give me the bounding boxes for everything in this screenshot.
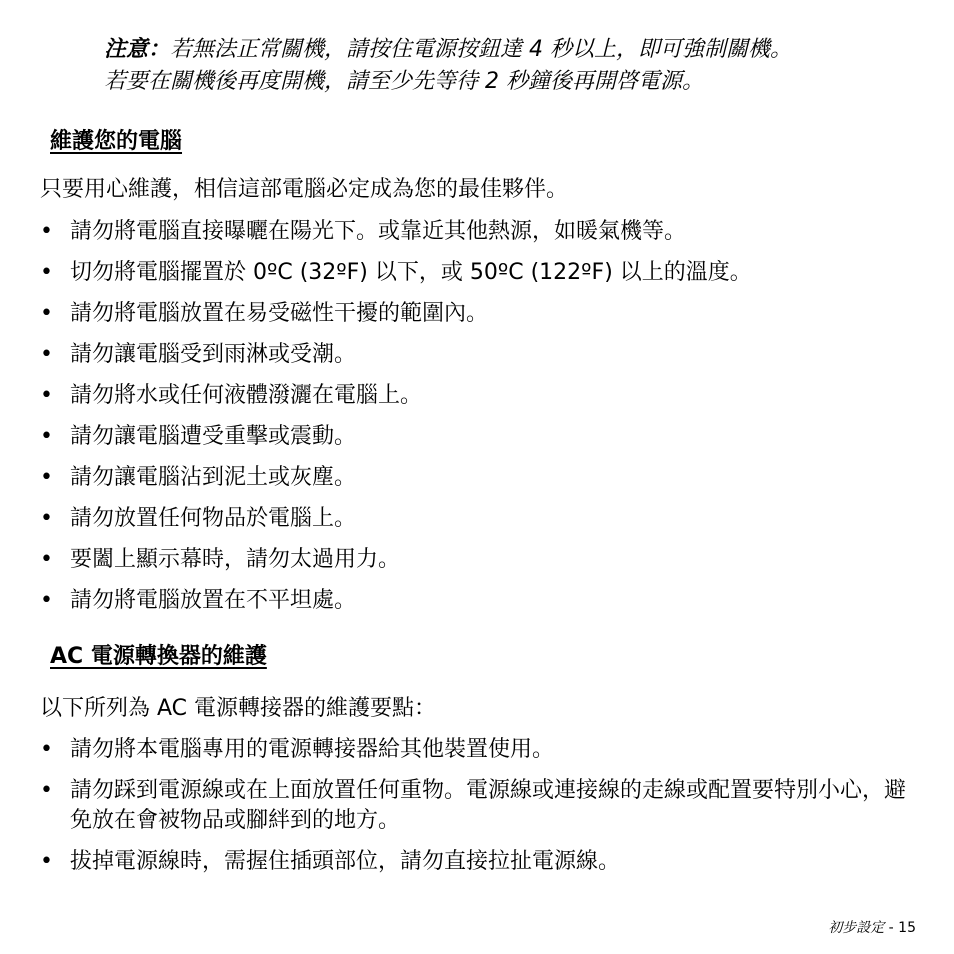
list-item-text: 請勿讓電腦遭受重擊或震動。 [70, 424, 357, 449]
list-item-text: 請勿將本電腦專用的電源轉接器給其他裝置使用。 [70, 737, 555, 762]
page-footer [828, 918, 916, 938]
list-item-text: 請勿放置任何物品於電腦上。 [70, 506, 357, 531]
note-block [104, 34, 934, 98]
list-item-text: 請勿將電腦放置在易受磁性干擾的範圍內。 [70, 301, 489, 326]
list-item [0, 776, 954, 836]
note-label: 注意： [104, 37, 171, 62]
page-number: 15 [898, 920, 916, 936]
bullet-icon: • [40, 588, 53, 613]
note-line-2: 若要在關機後再度開機，請至少先等待 2 秒鐘後再開啓電源。 [104, 69, 704, 94]
footer-separator: - [884, 920, 899, 936]
list-item [0, 545, 954, 575]
bullet-icon: • [40, 301, 53, 326]
list-item [0, 735, 954, 765]
bullet-icon: • [40, 424, 53, 449]
note-line-1 [104, 34, 934, 66]
list-item-text: 請勿讓電腦沾到泥土或灰塵。 [70, 465, 357, 490]
list-item-text: 切勿將電腦擺置於 0ºC (32ºF) 以下，或 50ºC (122ºF) 以上的溫度。 [70, 260, 752, 285]
list-item [0, 258, 954, 288]
section-heading-ac-adapter-care: AC 電源轉換器的維護 [50, 644, 267, 669]
bullet-icon: • [40, 219, 53, 244]
bullet-icon: • [40, 547, 53, 572]
section-heading-computer-care: 維護您的電腦 [50, 129, 183, 154]
bullet-icon: • [40, 342, 53, 367]
list-item-text: 拔掉電源線時，需握住插頭部位，請勿直接拉扯電源線。 [70, 849, 621, 874]
list-item [0, 217, 954, 247]
footer-title: 初步設定 [828, 920, 885, 936]
list-item [0, 586, 954, 616]
section-intro-computer-care: 只要用心維護，相信這部電腦必定成為您的最佳夥伴。 [40, 177, 569, 202]
section-intro-ac-adapter-care: 以下所列為 AC 電源轉接器的維護要點： [40, 696, 437, 721]
list-item-text: 請勿踩到電源線或在上面放置任何重物。電源線或連接線的走線或配置要特別小心，避免放在會被物品或腳絆到的地方。 [70, 778, 907, 833]
list-item [0, 381, 954, 411]
bullet-icon: • [40, 506, 53, 531]
list-item-text: 要闔上顯示幕時，請勿太過用力。 [70, 547, 401, 572]
computer-care-list [0, 217, 954, 616]
list-item-text: 請勿將電腦直接曝曬在陽光下。或靠近其他熱源，如暖氣機等。 [70, 219, 687, 244]
list-item-text: 請勿將水或任何液體潑灑在電腦上。 [70, 383, 423, 408]
list-item [0, 463, 954, 493]
bullet-icon: • [40, 778, 53, 803]
list-item [0, 299, 954, 329]
list-item [0, 340, 954, 370]
list-item [0, 504, 954, 534]
list-item [0, 847, 954, 877]
note-text-1: 若無法正常關機，請按住電源按鈕達 4 秒以上，即可強制關機。 [170, 37, 793, 62]
bullet-icon: • [40, 737, 53, 762]
bullet-icon: • [40, 260, 53, 285]
list-item-text: 請勿讓電腦受到雨淋或受潮。 [70, 342, 357, 367]
bullet-icon: • [40, 849, 53, 874]
bullet-icon: • [40, 465, 53, 490]
list-item-text: 請勿將電腦放置在不平坦處。 [70, 588, 357, 613]
list-item [0, 422, 954, 452]
ac-adapter-care-list [0, 735, 954, 877]
bullet-icon: • [40, 383, 53, 408]
